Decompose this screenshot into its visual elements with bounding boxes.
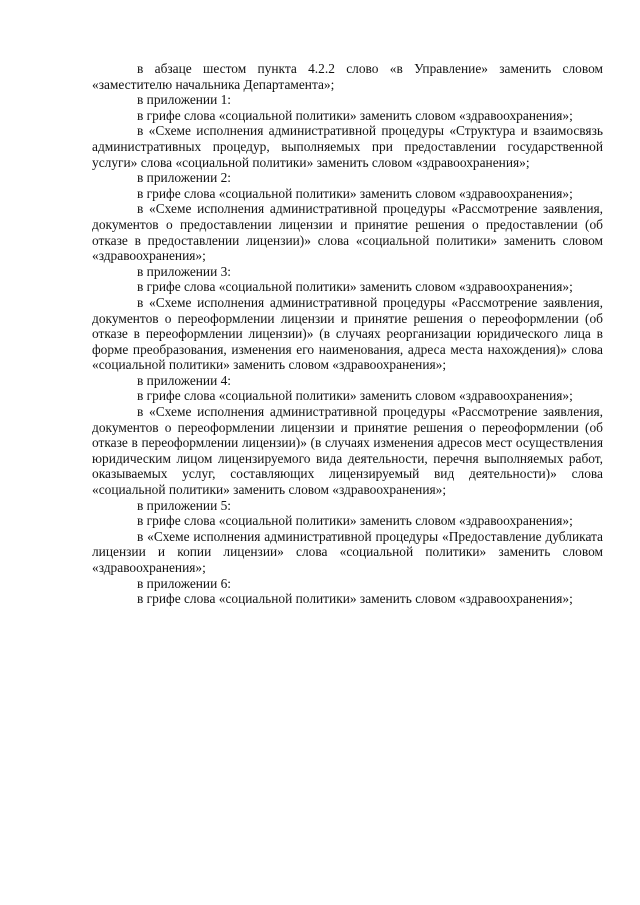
document-body	[92, 61, 603, 607]
paragraph-stamp-1: в грифе слова «социальной политики» заменить словом «здравоохранения»;	[137, 107, 573, 123]
paragraph-appendix-6: в приложении 6:	[137, 575, 232, 591]
paragraph-amendment: в абзаце шестом пункта 4.2.2 слово «в Управление» заменить словом «заместителю начальника Департамента»;	[92, 61, 603, 92]
paragraph-stamp-6: в грифе слова «социальной политики» заменить словом «здравоохранения»;	[137, 591, 573, 607]
paragraph-appendix-3: в приложении 3:	[137, 263, 232, 279]
paragraph-appendix-1: в приложении 1:	[137, 92, 232, 108]
paragraph-appendix-4: в приложении 4:	[137, 372, 232, 388]
paragraph-appendix-5: в приложении 5:	[137, 497, 232, 513]
paragraph-stamp-4: в грифе слова «социальной политики» заменить словом «здравоохранения»;	[137, 388, 573, 404]
paragraph-appendix-2: в приложении 2:	[137, 170, 232, 186]
paragraph-scheme-5: в «Схеме исполнения административной процедуры «Предоставление дубликата лицензии и копии лицензии» слова «социальной политики» заменить словом «здравоохранения»;	[92, 528, 603, 575]
paragraph-scheme-1: в «Схеме исполнения административной процедуры «Структура и взаимосвязь административных процедур, выполняемых при предоставлении государственной услуги» слова «социальной политики» заменить словом «здравоохранения»;	[92, 123, 603, 170]
paragraph-stamp-5: в грифе слова «социальной политики» заменить словом «здравоохранения»;	[137, 513, 573, 529]
paragraph-scheme-2: в «Схеме исполнения административной процедуры «Рассмотрение заявления, документов о предоставлении лицензии и принятие решения о предоставлении (об отказе в предоставлении лицензии)» слова «социальной политики» заменить словом «здравоохранения»;	[92, 201, 603, 264]
paragraph-stamp-3: в грифе слова «социальной политики» заменить словом «здравоохранения»;	[137, 279, 573, 295]
paragraph-scheme-4: в «Схеме исполнения административной процедуры «Рассмотрение заявления, документов о переоформлении лицензии и принятие решения о переоформлении (об отказе в переоформлении лицензии)» (в случаях изменения адресов мест осуществления юридическим лицом лицензируемого вида деятельности, перечня выполняемых работ, оказываемых услуг, составляющих лицензируемый вид деятельности)» слова «социальной политики» заменить словом «здравоохранения»;	[92, 404, 603, 498]
paragraph-scheme-3: в «Схеме исполнения административной процедуры «Рассмотрение заявления, документов о переоформлении лицензии и принятие решения о переоформлении (об отказе в переоформлении лицензии)» (в случаях реорганизации юридического лица в форме преобразования, изменения его наименования, адреса места нахождения)» слова «социальной политики» заменить словом «здравоохранения»;	[92, 294, 603, 373]
paragraph-stamp-2: в грифе слова «социальной политики» заменить словом «здравоохранения»;	[137, 185, 573, 201]
